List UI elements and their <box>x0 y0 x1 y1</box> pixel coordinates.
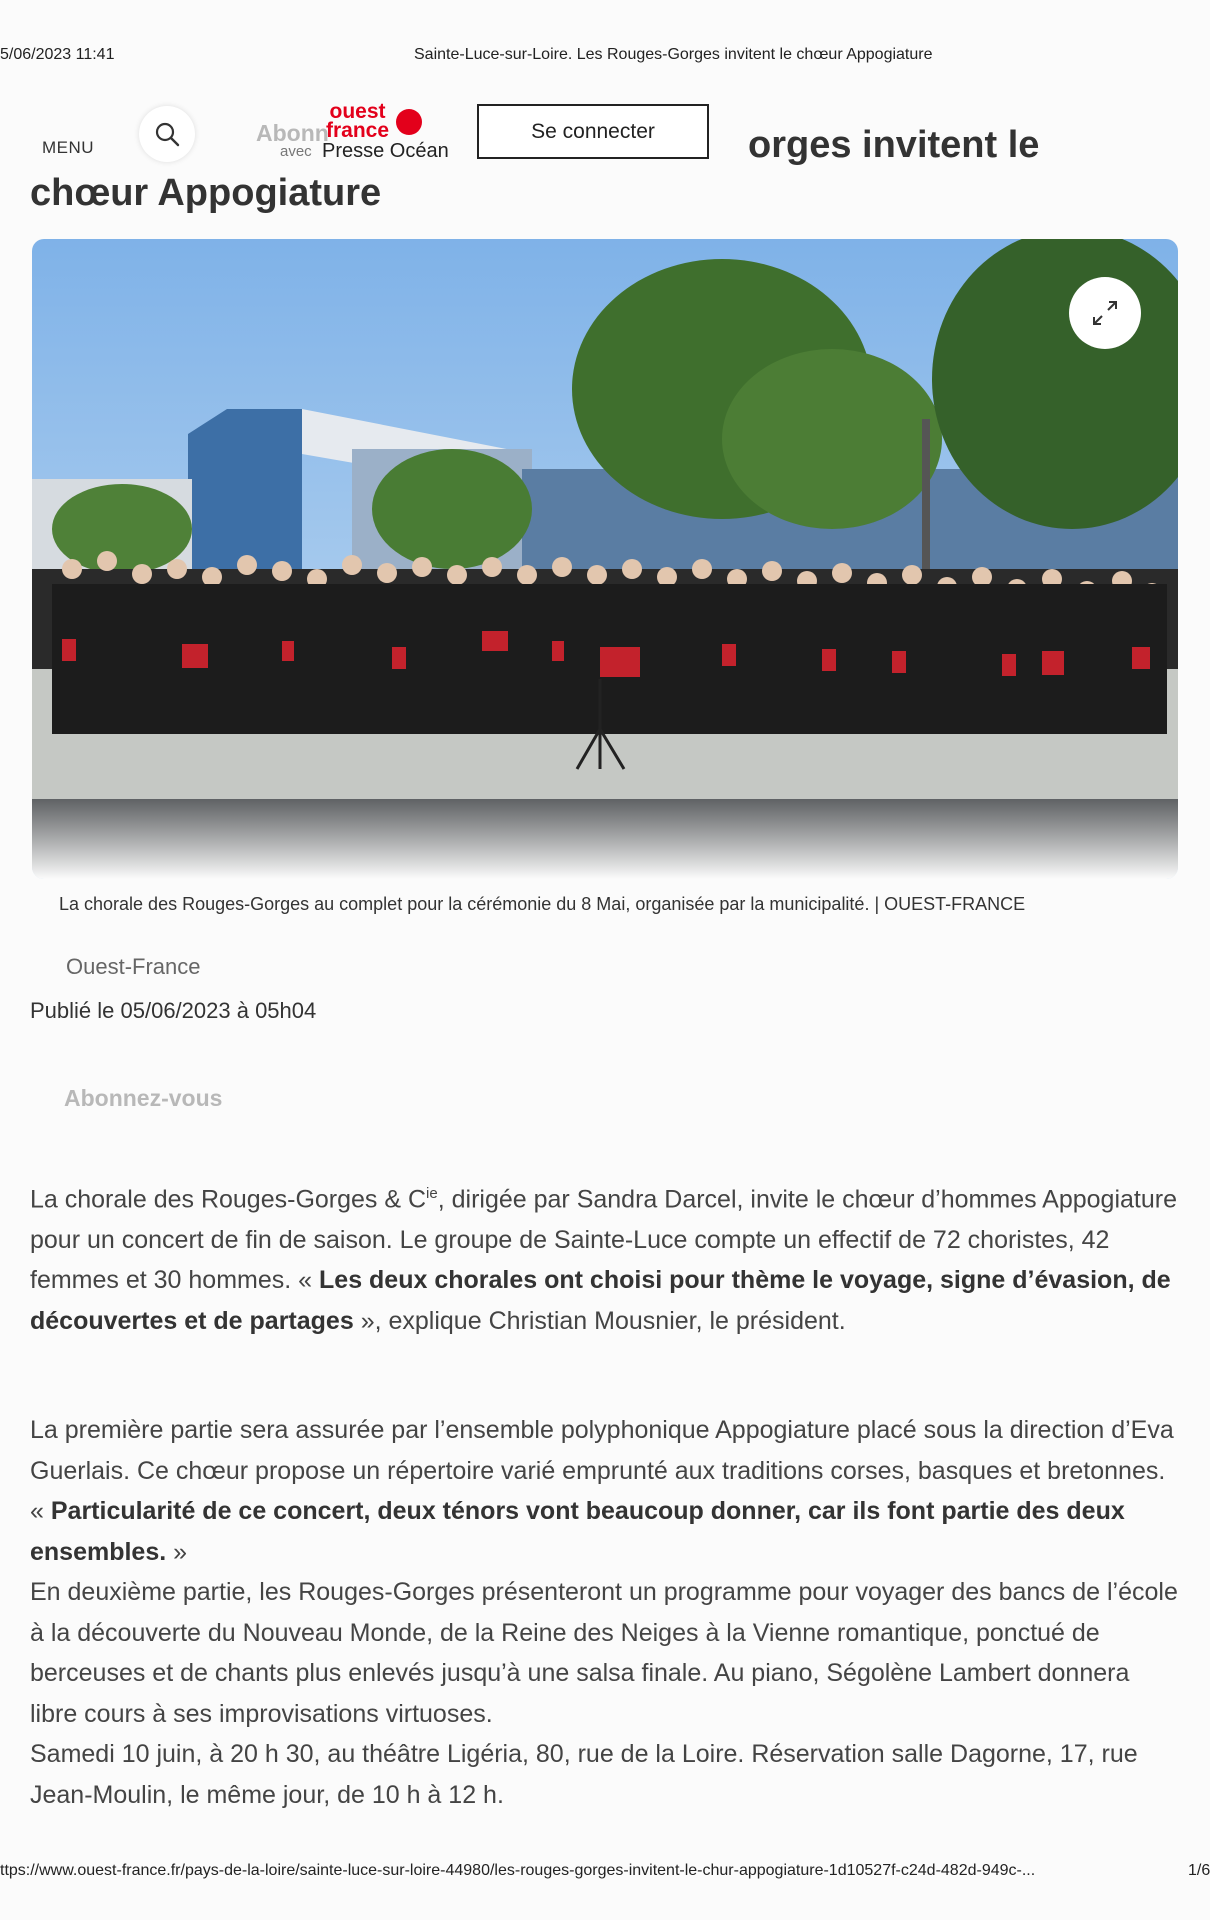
article-paragraph-1: La chorale des Rouges-Gorges & $C^{ie}$, dirigée par Sandra Darcel, invite le chœur d’hommes Appogiature pour un concert de fin de saison. Le groupe de Sainte-Luce compte un effectif de 72 choristes, 42 femmes et 30 hommes. « Les deux chorales ont choisi pour thème le voyage, signe d’évasion, de découvertes et de partages », explique Christian Mousnier, le président. <box>30 1185 1177 1335</box>
publish-date: Publié le 05/06/2023 à 05h04 <box>30 998 317 1023</box>
photo-caption: La chorale des Rouges-Gorges au complet pour la cérémonie du 8 Mai, organisée par la municipalité. | OUEST-FRANCE <box>59 894 1026 914</box>
article-source: Ouest-France <box>66 954 201 979</box>
print-page-title: Sainte-Luce-sur-Loire. Les Rouges-Gorges invitent le chœur Appogiature <box>414 46 933 63</box>
subscribe-link-faded[interactable]: Abonn <box>256 120 329 146</box>
expand-photo-button[interactable] <box>1069 277 1141 349</box>
logo-avec: avec <box>280 143 312 160</box>
ouest-france-logo[interactable] <box>316 102 426 144</box>
menu-button[interactable]: MENU <box>42 138 95 157</box>
choir-photo-illustration <box>32 239 1178 879</box>
headline-line-1: orges invitent le <box>748 124 1040 166</box>
print-date: 5/06/2023 11:41 <box>0 46 115 63</box>
login-button[interactable]: Se connecter <box>477 104 709 159</box>
search-button[interactable] <box>139 106 195 162</box>
logo-partner: Presse Océan <box>322 140 449 162</box>
search-icon <box>154 121 180 147</box>
expand-icon <box>1090 298 1120 328</box>
article-photo[interactable] <box>32 239 1178 879</box>
print-page-number: 1/6 <box>1188 1862 1210 1879</box>
logo-text: ouest france <box>326 100 390 142</box>
article-paragraph-2: La première partie sera assurée par l’ensemble polyphonique Appogiature placé sous la direction d’Eva Guerlais. Ce chœur propose un répertoire varié emprunté aux traditions corses, basques et bretonnes. « Particularité de ce concert, deux ténors vont beaucoup donner, car ils font partie des deux ensembles. » En deuxième partie, les Rouges-Gorges présenteront un programme pour voyager des bancs de l’école à la découverte du Nouveau Monde, de la Reine des Neiges à la Vienne romantique, ponctué de berceuses et de chants plus enlevés jusqu’à une salsa finale. Au piano, Ségolène Lambert donnera libre cours à ses improvisations virtuoses. Samedi 10 juin, à 20 h 30, au théâtre Ligéria, 80, rue de la Loire. Réservation salle Dagorne, 17, rue Jean-Moulin, le même jour, de 10 h à 12 h. <box>30 1410 1180 1815</box>
subscribe-link[interactable]: Abonnez-vous <box>64 1085 223 1111</box>
logo-circle-icon <box>396 109 422 135</box>
print-url: ttps://www.ouest-france.fr/pays-de-la-loire/sainte-luce-sur-loire-44980/les-rouges-gorges-invitent-le-chur-appogiature-1d10527f-c24d-482d-949c-... <box>0 1862 1036 1879</box>
headline-line-2: chœur Appogiature <box>30 172 382 214</box>
article-paragraph-3: En deuxième partie, les Rouges-Gorges présenteront un programme pour voyager des bancs de l’école à la découverte du Nouveau Monde, de la Reine des Neiges à la Vienne romantique, ponctué de berceuses et de chants plus enlevés jusqu’à une salsa finale. Au piano, Ségolène Lambert donnera libre cours à ses improvisations virtuoses. <box>30 1578 1178 1728</box>
article-paragraph-4: Samedi 10 juin, à 20 h 30, au théâtre Ligéria, 80, rue de la Loire. Réservation salle Dagorne, 17, rue Jean-Moulin, le même jour, de 10 h à 12 h. <box>30 1740 1138 1809</box>
